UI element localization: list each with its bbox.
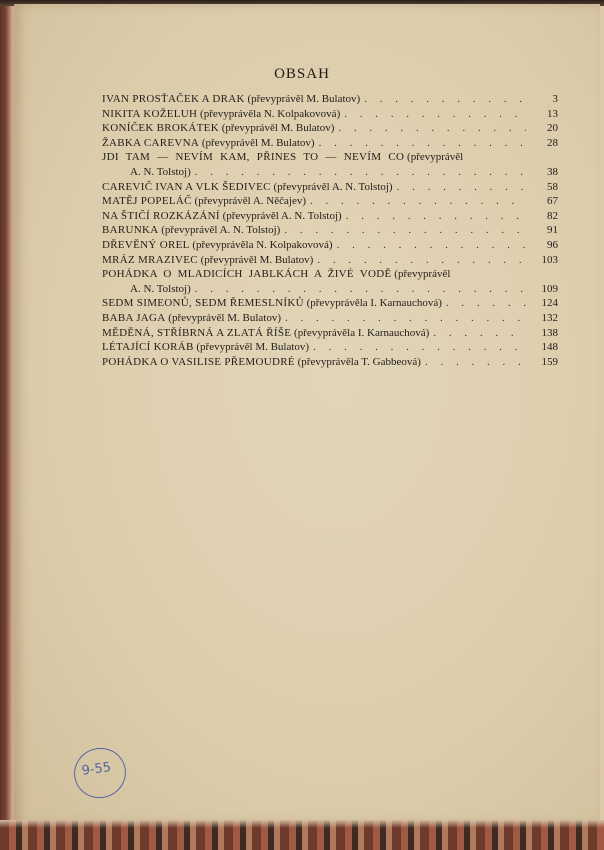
toc-entry: MATĚJ POPELÁČ (převyprávěl A. Něčajev) . . . 67 bbox=[102, 194, 558, 209]
leader-dots bbox=[313, 253, 526, 268]
leader-dots bbox=[421, 355, 526, 370]
page-number: 138 bbox=[541, 326, 558, 339]
toc-entry: KONÍČEK BROKÁTEK (převyprávěl M. Bulatov) . . . 20 bbox=[102, 121, 558, 136]
toc-entry: LÉTAJÍCÍ KORÁB (převyprávěl M. Bulatov) . . . 148 bbox=[102, 340, 558, 355]
toc-entry: DŘEVĚNÝ OREL (převyprávěla N. Kolpakovová) . . . 96 bbox=[102, 238, 558, 253]
leader-dots bbox=[442, 296, 526, 311]
toc-entry: ŽABKA CAREVNA (převyprávěl M. Bulatov) . . . 28 bbox=[102, 136, 558, 151]
page-number: 13 bbox=[547, 107, 558, 120]
toc-entry: JDI TAM — NEVÍM KAM, PŘINES TO — NEVÍM CO (převyprávěl bbox=[102, 151, 464, 164]
table-of-contents bbox=[102, 92, 558, 369]
toc-entry: BARUNKA (převyprávěl A. N. Tolstoj) . . . 91 bbox=[102, 223, 558, 238]
page-title: OBSAH bbox=[274, 66, 330, 82]
page-number: 3 bbox=[552, 93, 558, 105]
toc-entry: MĚDĚNÁ, STŘÍBRNÁ A ZLATÁ ŘÍŠE (převyprávěla I. Karnauchová) . . . 138 bbox=[102, 326, 558, 341]
page-number: 58 bbox=[547, 180, 558, 193]
page-number: 109 bbox=[541, 282, 558, 295]
leader-dots bbox=[315, 136, 526, 151]
page-number: 91 bbox=[547, 224, 558, 237]
toc-entry: CAREVIČ IVAN A VLK ŠEDIVEC (převyprávěl A. N. Tolstoj) . . . 58 bbox=[102, 180, 558, 195]
toc-entry-continuation: A. N. Tolstoj) . . . 109 bbox=[102, 282, 558, 297]
page-number: 148 bbox=[541, 341, 558, 354]
page-number: 159 bbox=[541, 355, 558, 368]
leader-dots bbox=[342, 209, 526, 224]
leader-dots bbox=[429, 326, 526, 341]
page-number: 82 bbox=[547, 209, 558, 222]
page-number: 96 bbox=[547, 238, 558, 251]
toc-entry: NA ŠTIČÍ ROZKÁZÁNÍ (převyprávěl A. N. Tolstoj) . . . 82 bbox=[102, 209, 558, 224]
page-number: 38 bbox=[547, 165, 558, 178]
leader-dots bbox=[309, 340, 526, 355]
toc-entry-continuation: A. N. Tolstoj) . . . 38 bbox=[102, 165, 558, 180]
leader-dots bbox=[334, 121, 526, 136]
leader-dots bbox=[333, 238, 526, 253]
book-bottom-edge bbox=[0, 820, 604, 850]
toc-entry: IVAN PROSŤAČEK A DRAK (převyprávěl M. Bulatov) . . . 3 bbox=[102, 92, 558, 107]
toc-entry: MRÁZ MRAZIVEC (převyprávěl M. Bulatov) . . . 103 bbox=[102, 253, 558, 268]
toc-entry: POHÁDKA O MLADICÍCH JABLKÁCH A ŽIVÉ VODĚ (převyprávěl bbox=[102, 268, 451, 281]
page-number: 20 bbox=[547, 122, 558, 135]
leader-dots bbox=[306, 194, 526, 209]
toc-entry: BABA JAGA (převyprávěl M. Bulatov) . . . 132 bbox=[102, 311, 558, 326]
toc-entry: POHÁDKA O VASILISE PŘEMOUDRÉ (převyprávěla T. Gabbeová) . . . 159 bbox=[102, 355, 558, 370]
leader-dots bbox=[191, 282, 526, 297]
toc-entry: SEDM SIMEONŮ, SEDM ŘEMESLNÍKŮ (převyprávěla I. Karnauchová) . . . 124 bbox=[102, 296, 558, 311]
leader-dots bbox=[393, 180, 526, 195]
page-number: 132 bbox=[541, 311, 558, 324]
page-number: 103 bbox=[541, 253, 558, 266]
page-number: 67 bbox=[547, 195, 558, 208]
toc-entry: NIKITA KOŽELUH (převyprávěla N. Kolpakovová) . . . 13 bbox=[102, 107, 558, 122]
leader-dots bbox=[340, 107, 526, 122]
leader-dots bbox=[360, 92, 526, 107]
leader-dots bbox=[280, 223, 526, 238]
leader-dots bbox=[191, 165, 526, 180]
page-number: 124 bbox=[541, 297, 558, 310]
stamp-text: 9-55 bbox=[80, 759, 113, 779]
leader-dots bbox=[281, 311, 526, 326]
page-number: 28 bbox=[547, 136, 558, 149]
